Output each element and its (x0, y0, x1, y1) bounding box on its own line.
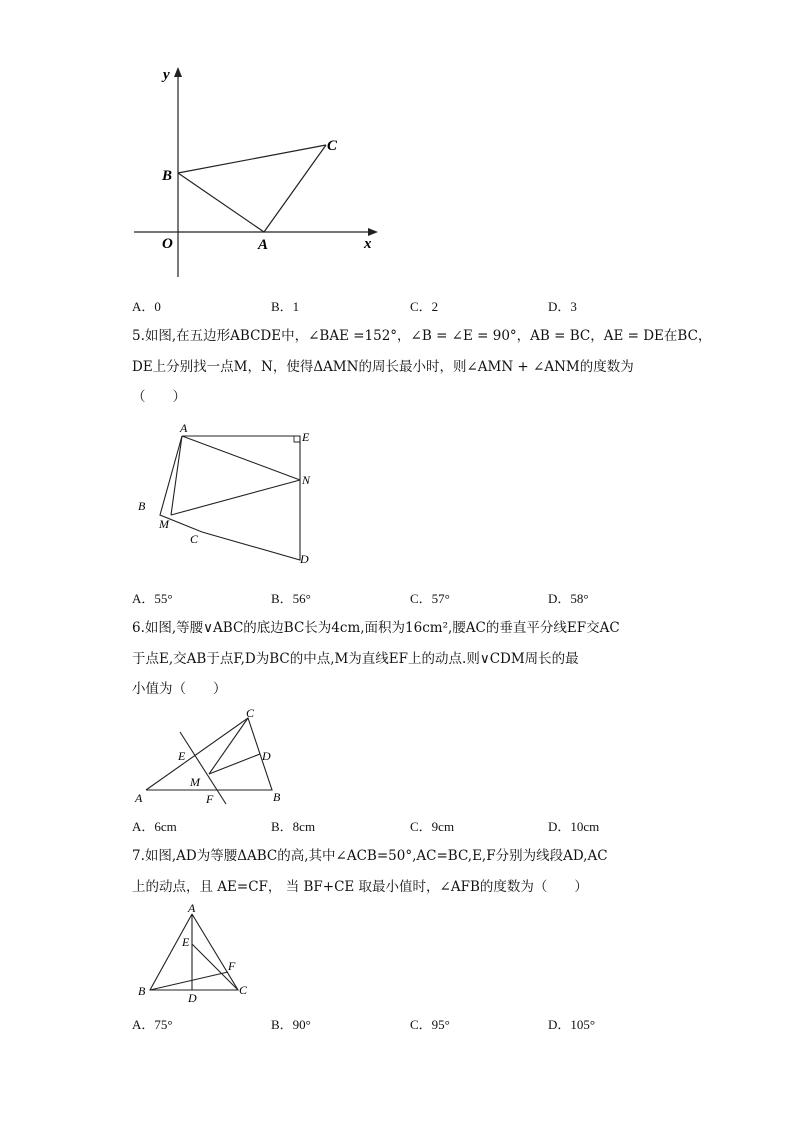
q7-option-b[interactable]: B．90° (271, 1017, 311, 1032)
label-M: M (159, 517, 169, 531)
label-D: D (188, 991, 197, 1005)
q7-line2: 上的动点，且 AE=CF， 当 BF+CE 取最小值时，∠AFB的度数为（ ） (132, 879, 588, 895)
segment-AM (171, 436, 182, 515)
label-A: A (135, 791, 143, 805)
label-E: E (178, 749, 186, 763)
label-B: B (273, 790, 281, 804)
segment-BF (150, 972, 228, 990)
q5-option-a[interactable]: A．55° (132, 591, 173, 606)
label-A: A (180, 421, 188, 435)
label-B: B (138, 499, 146, 513)
label-F: F (206, 792, 214, 806)
segment-BA (178, 173, 264, 232)
q5-option-b[interactable]: B．56° (271, 591, 311, 606)
label-y: y (163, 67, 170, 83)
q4-option-b[interactable]: B．1 (271, 299, 300, 314)
segment-CM (209, 718, 248, 774)
segment-MN (171, 480, 300, 515)
x-axis-arrow-icon (368, 228, 378, 236)
q6-option-b[interactable]: B．8cm (271, 819, 316, 834)
label-M: M (190, 775, 200, 789)
q6-line2: 于点E,交AB于点F,D为BC的中点,M为直线EF上的动点.则∨CDM周长的最 (132, 651, 579, 667)
figure-altitude-triangle (130, 902, 260, 1007)
figure-isosceles-triangle (130, 708, 300, 808)
q6-line3: 小值为（ ） (132, 681, 227, 697)
label-C: C (327, 138, 338, 154)
q4-option-a[interactable]: A．0 (132, 299, 161, 314)
q6-option-c[interactable]: C．9cm (410, 819, 455, 834)
right-angle-mark-E (294, 436, 300, 442)
label-C: C (246, 708, 255, 720)
label-A: A (188, 902, 196, 915)
label-D: D (300, 552, 309, 566)
figure-coordinate-triangle (120, 55, 390, 290)
q6-option-d[interactable]: D．10cm (548, 819, 600, 834)
q5-line3: （ ） (132, 389, 186, 405)
label-D: D (262, 749, 271, 763)
q7-option-a[interactable]: A．75° (132, 1017, 173, 1032)
label-B: B (162, 168, 173, 184)
figure-pentagon (130, 420, 330, 570)
q6-line1: 6.如图,等腰∨ABC的底边BC长为4cm,面积为16cm²,腰AC的垂直平分线EF交AC (132, 620, 620, 636)
q5-line2: DE上分别找一点M，N，使得ΔAMN的周长最小时，则∠AMN + ∠ANM的度数为 (132, 359, 634, 375)
label-A: A (258, 237, 269, 253)
label-C: C (190, 532, 199, 546)
label-O: O (162, 236, 173, 252)
label-B: B (138, 984, 146, 998)
label-x: x (364, 236, 372, 252)
line-EF (180, 732, 226, 804)
label-C: C (239, 983, 248, 997)
segment-AC (264, 145, 326, 232)
q5-option-c[interactable]: C．57° (410, 591, 450, 606)
q7-line1: 7.如图,AD为等腰ΔABC的高,其中∠ACB=50°,AC=BC,E,F分别为线段AD,AC (132, 848, 608, 864)
label-E: E (302, 430, 310, 444)
triangle-ABC (146, 718, 272, 790)
q7-option-d[interactable]: D．105° (548, 1017, 596, 1032)
pentagon-outline (160, 436, 300, 560)
segment-AN (182, 436, 300, 480)
label-N: N (302, 473, 311, 487)
segment-BC (178, 145, 326, 173)
q4-option-d[interactable]: D．3 (548, 299, 577, 314)
q5-line1: 5.如图,在五边形ABCDE中，∠BAE =152°，∠B = ∠E = 90°，AB = BC，AE = DE在BC， (132, 328, 712, 344)
segment-MD (209, 754, 260, 774)
triangle-ABC (150, 914, 238, 990)
q7-option-c[interactable]: C．95° (410, 1017, 450, 1032)
q6-option-a[interactable]: A．6cm (132, 819, 177, 834)
q4-option-c[interactable]: C．2 (410, 299, 439, 314)
y-axis-arrow-icon (174, 67, 182, 77)
label-F: F (228, 959, 236, 973)
q5-option-d[interactable]: D．58° (548, 591, 589, 606)
label-E: E (182, 935, 190, 949)
